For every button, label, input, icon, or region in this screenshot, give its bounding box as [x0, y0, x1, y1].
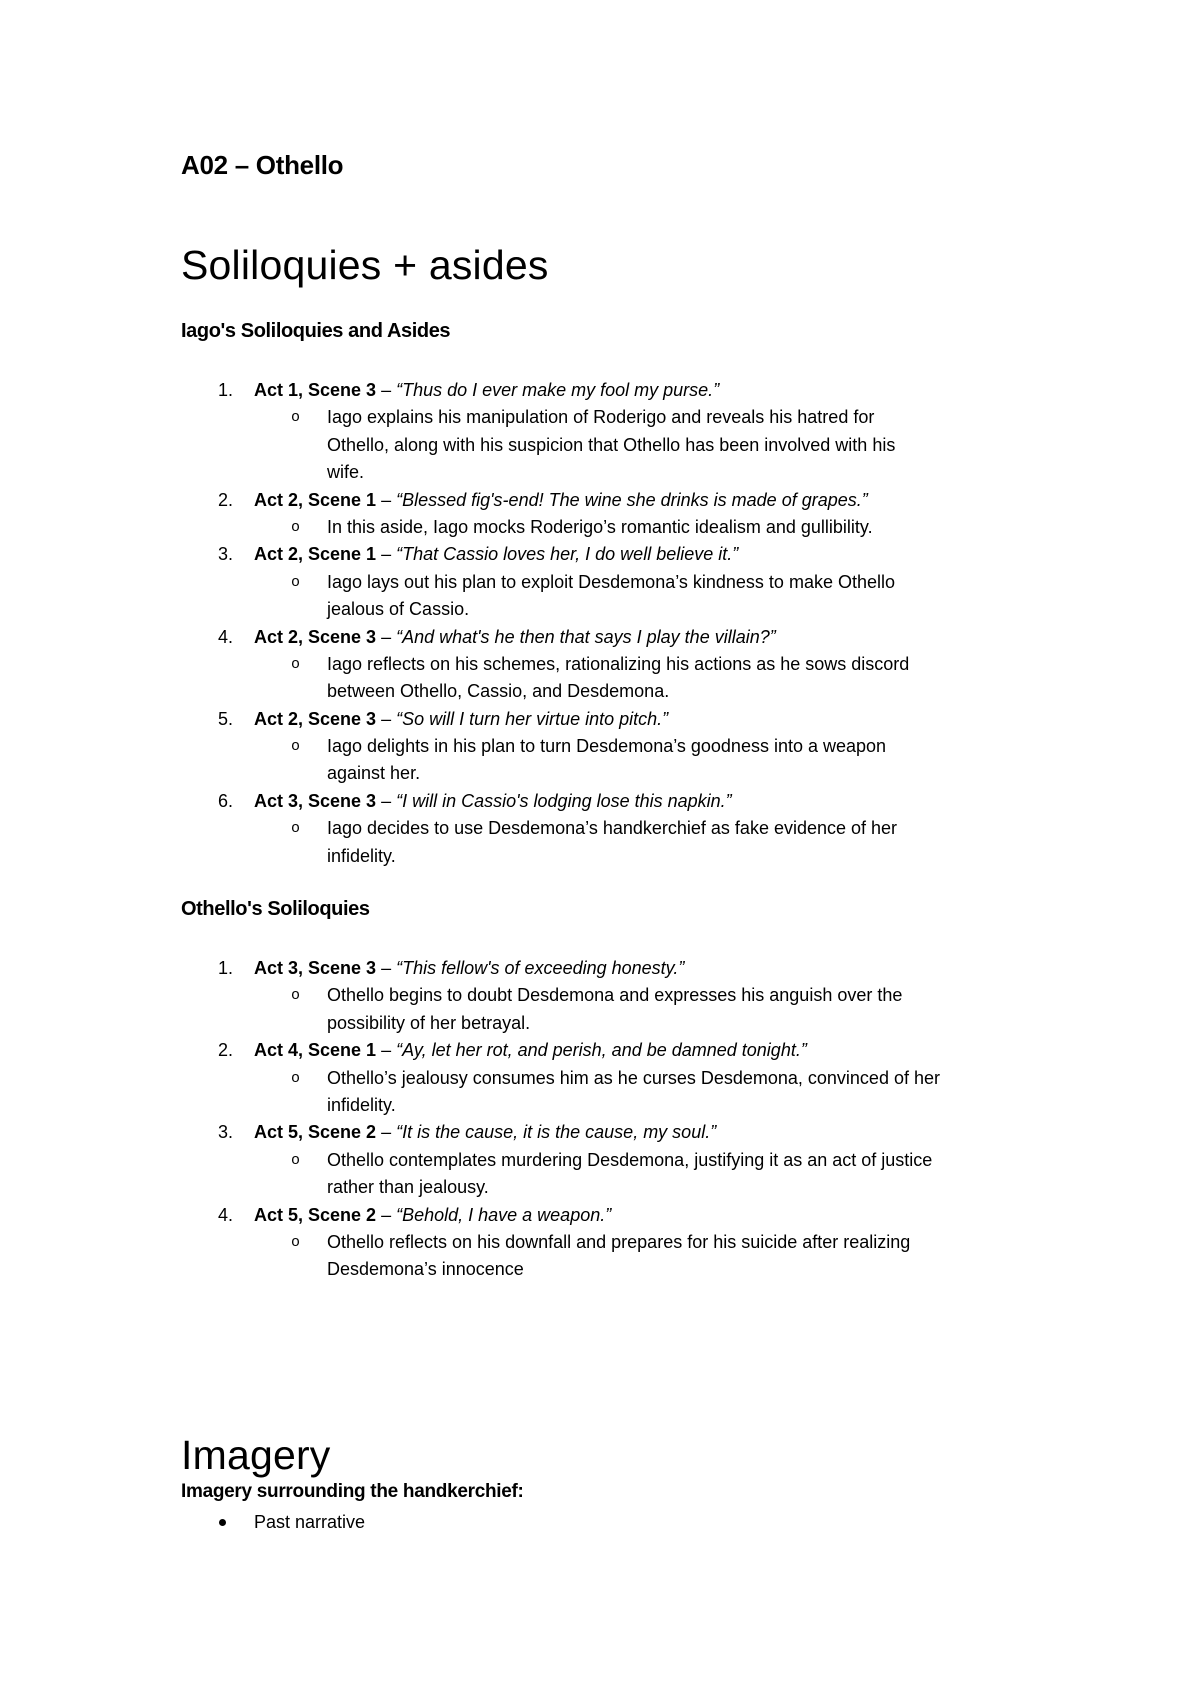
hollow-bullet-icon: o — [291, 820, 301, 838]
section-heading-soliloquies: Soliloquies + asides — [181, 242, 549, 288]
act-scene-label: Act 2, Scene 3 — [254, 708, 377, 729]
dash-separator: – — [376, 1122, 397, 1143]
note-line — [0, 1174, 1200, 1201]
act-scene-label: Act 3, Scene 3 — [254, 958, 377, 978]
act-scene-label: Act 2, Scene 1 — [254, 489, 377, 510]
hollow-bullet-icon: o — [291, 655, 301, 673]
note-text: against her. — [327, 763, 421, 784]
note-text: Iago explains his manipulation of Roderigo and reveals his hatred for — [327, 407, 875, 428]
quotation: “It is the cause, it is the cause, my soul.” — [396, 1122, 717, 1143]
list-item-notes — [0, 815, 1200, 870]
dash-separator: – — [376, 958, 397, 978]
list-item-notes — [0, 651, 1200, 706]
note-text: wife. — [327, 462, 365, 483]
list-item — [0, 706, 1200, 788]
list-item-number: 5. — [218, 708, 234, 729]
dash-separator: – — [376, 489, 397, 510]
list-item-notes — [0, 1065, 1200, 1120]
dash-separator: – — [376, 1040, 397, 1061]
note-line — [0, 1065, 1200, 1092]
list-item-heading — [254, 487, 868, 514]
bullet-text: Past narrative — [254, 1512, 366, 1532]
list-item-number: 2. — [218, 489, 234, 510]
note-line — [0, 733, 1200, 760]
note-text: Othello begins to doubt Desdemona and expresses his anguish over the — [327, 985, 903, 1006]
dash-separator: – — [376, 380, 397, 400]
note-text: infidelity. — [327, 845, 396, 866]
list-item-heading-row — [0, 377, 1200, 404]
list-item — [0, 541, 1200, 623]
list-item-number: 4. — [218, 626, 234, 647]
quotation: “Thus do I ever make my fool my purse.” — [396, 380, 720, 400]
quotation: “This fellow's of exceeding honesty.” — [396, 958, 685, 978]
note-text: Desdemona’s innocence — [327, 1259, 524, 1280]
list-item-notes — [0, 404, 1200, 486]
list-item-number: 4. — [218, 1204, 234, 1225]
list-item-heading — [254, 1037, 807, 1064]
act-scene-label: Act 4, Scene 1 — [254, 1040, 377, 1061]
note-text: Iago decides to use Desdemona’s handkerchief as fake evidence of her — [327, 818, 898, 839]
list-item-heading-row — [0, 487, 1200, 514]
list-item — [0, 624, 1200, 706]
list-item-number: 1. — [218, 380, 234, 400]
list-item-heading — [254, 955, 684, 982]
list-item-notes — [0, 514, 1200, 541]
note-line — [0, 815, 1200, 842]
imagery-bullet-list — [0, 1509, 1200, 1536]
note-line — [0, 404, 1200, 431]
note-text: jealous of Cassio. — [327, 599, 470, 620]
quotation: “Behold, I have a weapon.” — [396, 1204, 612, 1225]
hollow-bullet-icon: o — [291, 1151, 301, 1169]
list-item-heading — [254, 1119, 716, 1146]
list-item-heading-row — [0, 1119, 1200, 1146]
note-text: In this aside, Iago mocks Roderigo’s romantic idealism and gullibility. — [327, 516, 873, 537]
note-line — [0, 1147, 1200, 1174]
list-item-heading-row — [0, 541, 1200, 568]
quotation: “That Cassio loves her, I do well believe it.” — [396, 544, 739, 565]
list-item-heading — [254, 788, 732, 815]
hollow-bullet-icon: o — [291, 1069, 301, 1087]
list-item-number: 1. — [218, 958, 234, 978]
note-text: Iago reflects on his schemes, rationalizing his actions as he sows discord — [327, 653, 910, 674]
bullet-item — [0, 1509, 1200, 1536]
note-text: Iago lays out his plan to exploit Desdemona’s kindness to make Othello — [327, 571, 895, 592]
note-text: Othello reflects on his downfall and prepares for his suicide after realizing — [327, 1231, 911, 1252]
list-item-heading-row — [0, 788, 1200, 815]
list-item — [0, 1037, 1200, 1119]
list-item-heading — [254, 377, 719, 404]
act-scene-label: Act 1, Scene 3 — [254, 380, 377, 400]
subsection-heading-iago: Iago's Soliloquies and Asides — [181, 320, 451, 342]
othello-soliloquy-list — [0, 955, 1200, 1284]
act-scene-label: Act 2, Scene 1 — [254, 544, 377, 565]
note-line — [0, 569, 1200, 596]
dash-separator: – — [376, 790, 397, 811]
quotation: “So will I turn her virtue into pitch.” — [396, 708, 669, 729]
quotation: “I will in Cassio's lodging lose this napkin.” — [396, 790, 732, 811]
note-text: rather than jealousy. — [327, 1177, 489, 1198]
note-text: possibility of her betrayal. — [327, 1012, 531, 1033]
list-item-notes — [0, 1147, 1200, 1202]
act-scene-label: Act 3, Scene 3 — [254, 790, 377, 811]
imagery-subheading: Imagery surrounding the handkerchief: — [181, 1481, 524, 1502]
list-item — [0, 955, 1200, 1037]
list-item-notes — [0, 733, 1200, 788]
iago-soliloquy-list — [0, 377, 1200, 870]
note-line — [0, 760, 1200, 787]
note-line — [0, 1256, 1200, 1283]
note-line — [0, 1229, 1200, 1256]
list-item — [0, 487, 1200, 542]
list-item-heading — [254, 541, 738, 568]
list-item-number: 3. — [218, 1122, 234, 1143]
list-item-notes — [0, 569, 1200, 624]
note-line — [0, 843, 1200, 870]
act-scene-label: Act 5, Scene 2 — [254, 1122, 377, 1143]
bullet-dot-icon — [219, 1519, 226, 1526]
list-item-notes — [0, 1229, 1200, 1284]
list-item-heading-row — [0, 955, 1200, 982]
note-line — [0, 982, 1200, 1009]
note-text: Iago delights in his plan to turn Desdemona’s goodness into a weapon — [327, 736, 887, 757]
hollow-bullet-icon: o — [291, 987, 301, 1005]
list-item — [0, 1119, 1200, 1201]
hollow-bullet-icon: o — [291, 573, 301, 591]
section-heading-imagery: Imagery — [181, 1432, 331, 1478]
act-scene-label: Act 5, Scene 2 — [254, 1204, 377, 1225]
list-item-heading-row — [0, 1037, 1200, 1064]
hollow-bullet-icon: o — [291, 1233, 301, 1251]
list-item-heading — [254, 706, 668, 733]
document-title: A02 – Othello — [181, 150, 344, 180]
note-line — [0, 651, 1200, 678]
quotation: “Ay, let her rot, and perish, and be damned tonight.” — [396, 1040, 807, 1061]
note-text: Othello’s jealousy consumes him as he curses Desdemona, convinced of her — [327, 1067, 940, 1088]
act-scene-label: Act 2, Scene 3 — [254, 626, 377, 647]
list-item — [0, 1202, 1200, 1284]
list-item-heading — [254, 624, 776, 651]
note-line — [0, 514, 1200, 541]
note-line — [0, 596, 1200, 623]
subsection-heading-othello: Othello's Soliloquies — [181, 898, 370, 920]
quotation: “And what's he then that says I play the villain?” — [396, 626, 776, 647]
list-item-heading-row — [0, 624, 1200, 651]
note-line — [0, 1010, 1200, 1037]
list-item-heading-row — [0, 1202, 1200, 1229]
list-item-notes — [0, 982, 1200, 1037]
dash-separator: – — [376, 708, 397, 729]
note-text: infidelity. — [327, 1094, 396, 1115]
note-line — [0, 432, 1200, 459]
dash-separator: – — [376, 626, 397, 647]
note-line — [0, 1092, 1200, 1119]
list-item — [0, 377, 1200, 487]
note-line — [0, 459, 1200, 486]
quotation: “Blessed fig's-end! The wine she drinks is made of grapes.” — [396, 489, 868, 510]
list-item-number: 2. — [218, 1040, 234, 1061]
note-text: between Othello, Cassio, and Desdemona. — [327, 681, 670, 702]
dash-separator: – — [376, 544, 397, 565]
note-text: Othello contemplates murdering Desdemona, justifying it as an act of justice — [327, 1149, 933, 1170]
note-line — [0, 678, 1200, 705]
list-item-heading — [254, 1202, 611, 1229]
hollow-bullet-icon: o — [291, 738, 301, 756]
list-item-number: 6. — [218, 790, 234, 811]
list-item-heading-row — [0, 706, 1200, 733]
note-text: Othello, along with his suspicion that Othello has been involved with his — [327, 434, 896, 455]
hollow-bullet-icon: o — [291, 518, 301, 536]
dash-separator: – — [376, 1204, 397, 1225]
list-item-number: 3. — [218, 544, 234, 565]
hollow-bullet-icon: o — [291, 409, 301, 427]
list-item — [0, 788, 1200, 870]
